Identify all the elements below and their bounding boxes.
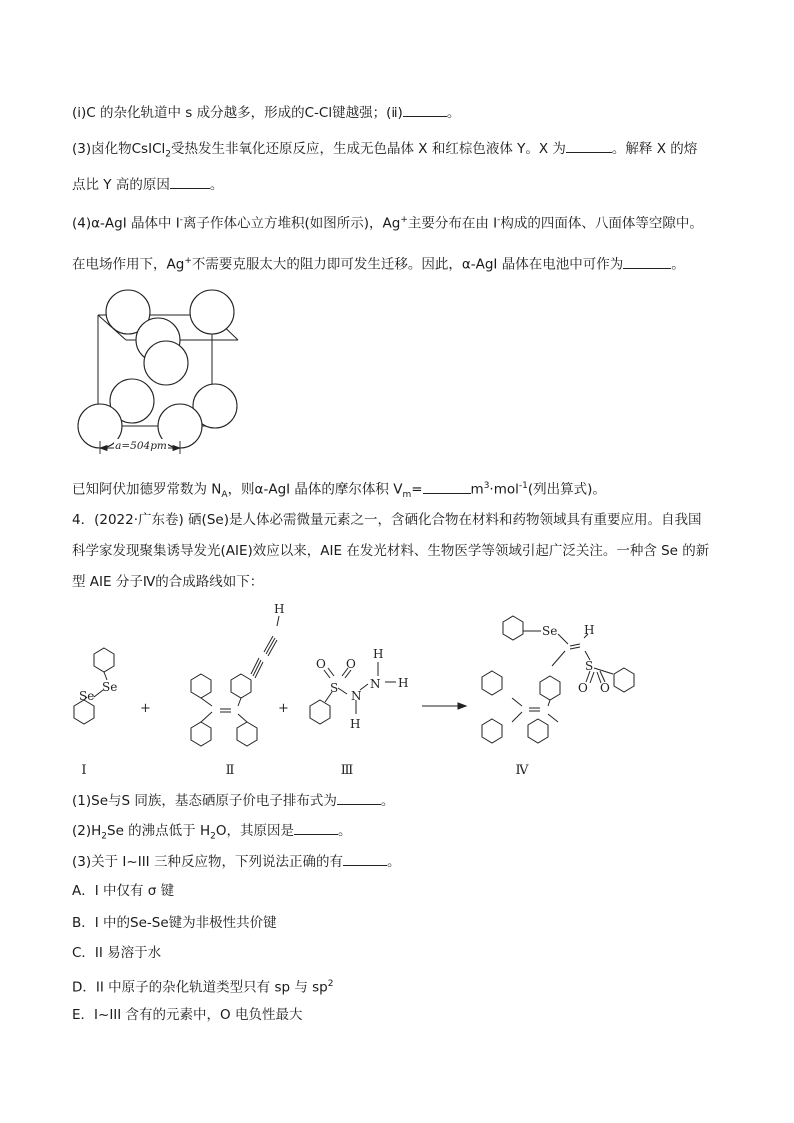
line-text: 。 (446, 105, 461, 121)
answer-blank[interactable] (403, 103, 447, 117)
subscript: m (402, 490, 412, 501)
option-a[interactable] (72, 882, 174, 900)
line-text: = (411, 481, 423, 498)
atom-label: Se (102, 680, 118, 694)
text-line-1 (72, 103, 460, 122)
line-text: 4．(2022·广东卷) 硒(Se)是人体必需微量元素之一，含硒化合物在材料和药物领域具有重要应用。自我国 (72, 512, 702, 528)
superscript: + (400, 215, 408, 225)
sub-question-1 (72, 791, 394, 810)
atom-label: N (370, 677, 381, 691)
line-text: ·mol (489, 481, 519, 498)
compound-label-3: Ⅲ (340, 763, 354, 778)
line-text: E．I~III 含有的元素中，O 电负性最大 (72, 1007, 303, 1023)
atom-label: O (346, 657, 356, 671)
atom-label: H (373, 647, 384, 661)
synthesis-route-figure (60, 596, 660, 780)
option-b[interactable] (72, 914, 277, 932)
sub-question-3 (72, 852, 400, 871)
text-line-4 (72, 211, 703, 233)
line-text: 科学家发现聚集诱导发光(AIE)效应以来，AIE 在发光材料、生物医学等领域引起广泛关注。一种含 Se 的新 (72, 543, 710, 559)
atom-label: H (274, 602, 285, 616)
line-text: 在电场作用下，Ag (72, 256, 185, 273)
text-line-2 (72, 139, 697, 164)
line-text: 。解释 X 的熔 (611, 141, 698, 157)
lattice-constant-label: a=504pm (115, 440, 167, 452)
plus-sign: + (278, 701, 289, 716)
line-text: 。 (209, 177, 224, 193)
line-text: B．I 中的Se-Se键为非极性共价键 (72, 915, 277, 931)
line-text: 。 (671, 256, 685, 273)
line-text: ，则α-AgI 晶体的摩尔体积 V (227, 481, 403, 498)
option-c[interactable] (72, 944, 161, 962)
compound-label-2: Ⅱ (225, 763, 235, 778)
line-text: (列出算式)。 (527, 481, 606, 498)
line-text: m (470, 481, 484, 498)
atom-label: Se (542, 624, 558, 638)
line-text: 主要分布在由 I (407, 215, 498, 232)
superscript: - (179, 215, 183, 225)
atom-label: H (398, 676, 409, 690)
line-text: C．II 易溶于水 (72, 945, 162, 961)
superscript: 3 (483, 481, 490, 491)
atom-label: O (578, 681, 588, 695)
question-4-line-2 (72, 542, 709, 560)
atom-label: H (350, 717, 361, 731)
subscript: 2 (101, 831, 108, 842)
line-text: 受热发生非氧化还原反应，生成无色晶体 X 和红棕色液体 Y。X 为 (170, 141, 566, 157)
line-text: Se 的沸点低于 H (107, 823, 211, 839)
atom-label: N (351, 689, 362, 703)
line-text: (4)α-AgI 晶体中 I (72, 215, 180, 232)
option-e[interactable] (72, 1006, 302, 1024)
question-4-line-3 (72, 573, 263, 591)
answer-blank[interactable] (337, 791, 381, 805)
line-text: D．II 中原子的杂化轨道类型只有 sp 与 sp (72, 979, 328, 996)
line-text: 点比 Y 高的原因 (72, 177, 170, 193)
ion-sphere (144, 341, 188, 385)
bcc-unit-cell-figure (70, 288, 240, 458)
subscript: 2 (165, 149, 171, 160)
line-text: 。 (386, 854, 401, 870)
line-text: 构成的四面体、八面体等空隙中。 (500, 215, 703, 232)
text-line-6 (72, 477, 606, 504)
text-line-5 (72, 252, 685, 274)
compound-2-structure (191, 616, 279, 746)
answer-blank[interactable] (170, 175, 210, 189)
option-d[interactable] (72, 975, 333, 997)
compound-label-4: Ⅳ (515, 763, 529, 778)
atom-label: S (585, 659, 594, 673)
line-text: 已知阿伏加德罗常数为 N (72, 481, 222, 498)
answer-blank[interactable] (294, 821, 338, 835)
atom-label: O (600, 681, 610, 695)
line-text: (3)关于 I~III 三种反应物，下列说法正确的有 (72, 854, 343, 870)
atom-label: H (584, 623, 595, 637)
atom-label: O (316, 657, 326, 671)
atom-label: S (330, 681, 339, 695)
line-text: 不需要克服太大的阻力即可发生迁移。因此，α-AgI 晶体在电池中可作为 (191, 256, 624, 273)
subscript: 2 (210, 831, 216, 842)
line-text: 。 (380, 793, 395, 809)
superscript: + (184, 256, 192, 266)
ion-sphere (190, 290, 234, 334)
line-text: 。 (338, 823, 352, 839)
answer-blank[interactable] (343, 852, 387, 866)
line-text: (ⅰ)C 的杂化轨道中 s 成分越多，形成的C-Cl键越强；(ⅱ) (72, 105, 403, 121)
subscript: A (221, 490, 228, 501)
answer-blank[interactable] (623, 255, 671, 269)
line-text: 型 AIE 分子Ⅳ的合成路线如下： (72, 574, 264, 590)
text-line-3 (72, 175, 223, 194)
superscript: 2 (327, 979, 334, 989)
sub-question-2 (72, 821, 352, 846)
answer-blank[interactable] (423, 480, 471, 494)
compound-label-1: Ⅰ (81, 763, 87, 778)
line-text: 离子作体心立方堆积(如图所示)，Ag (183, 215, 401, 232)
superscript: - (497, 215, 501, 225)
atom-label: Se (79, 689, 95, 703)
line-text: (2)H (72, 823, 102, 839)
plus-sign: + (140, 701, 151, 716)
line-text: (1)Se与S 同族，基态硒原子价电子排布式为 (72, 793, 337, 809)
compound-4-structure (482, 616, 634, 743)
line-text: A．I 中仅有 σ 键 (72, 883, 175, 899)
reaction-arrow (422, 703, 466, 709)
question-4-line-1 (72, 511, 701, 529)
line-text: (3)卤化物CsICl (72, 141, 166, 157)
iodide-ions (78, 290, 237, 448)
answer-blank[interactable] (566, 139, 612, 153)
superscript: -1 (518, 481, 528, 491)
line-text: O，其原因是 (215, 823, 294, 839)
